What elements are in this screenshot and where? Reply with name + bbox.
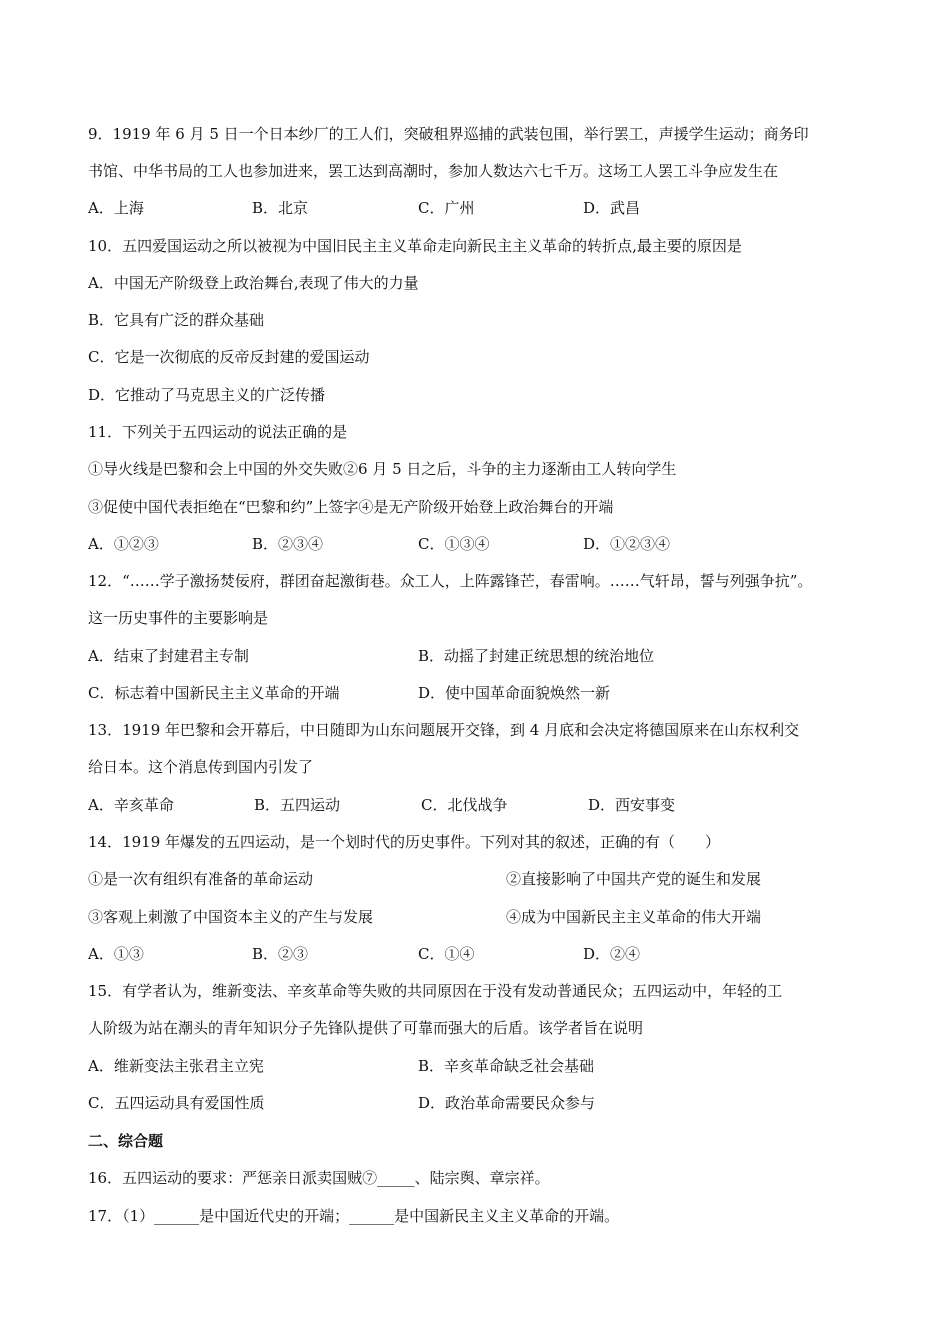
q11-stem: 11．下列关于五四运动的说法正确的是 bbox=[88, 423, 348, 441]
q14-option-a: A．①③ bbox=[88, 945, 144, 963]
q13-option-a: A．辛亥革命 bbox=[88, 796, 174, 814]
q14-statement-1: ①是一次有组织有准备的革命运动 bbox=[88, 870, 314, 888]
q15-option-d: D．政治革命需要民众参与 bbox=[418, 1094, 596, 1112]
q12-option-b: B．动摇了封建正统思想的统治地位 bbox=[418, 647, 655, 665]
q10-stem: 10．五四爱国运动之所以被视为中国旧民主主义革命走向新民主主义革命的转折点,最主要的原因是 bbox=[88, 237, 742, 255]
q14-statement-4: ④成为中国新民主主义革命的伟大开端 bbox=[506, 908, 762, 926]
section-heading: 二、综合题 bbox=[88, 1132, 164, 1150]
q11-statement-line-1: ①导火线是巴黎和会上中国的外交失败②6 月 5 日之后，斗争的主力逐渐由工人转向学生 bbox=[88, 460, 677, 478]
q11-option-a: A．①②③ bbox=[88, 535, 159, 553]
q17-text: 17．（1）______是中国近代史的开端；______是中国新民主义主义革命的开端。 bbox=[88, 1207, 620, 1225]
q14-stem: 14．1919 年爆发的五四运动，是一个划时代的历史事件。下列对其的叙述，正确的有（ ） bbox=[88, 833, 721, 851]
q9-option-b: B．北京 bbox=[252, 199, 309, 217]
q13-option-d: D．西安事变 bbox=[588, 796, 676, 814]
q14-option-c: C．①④ bbox=[418, 945, 475, 963]
q9-option-a: A．上海 bbox=[88, 199, 144, 217]
q10-option-d: D．它推动了马克思主义的广泛传播 bbox=[88, 386, 326, 404]
q14-option-d: D．②④ bbox=[583, 945, 641, 963]
q12-stem-line-1: 12．“……学子激扬焚佞府，群团奋起激街巷。众工人，上阵露锋芒，春雷响。……气轩昂，誓与列强争抗”。 bbox=[88, 572, 813, 590]
q15-option-c: C．五四运动具有爱国性质 bbox=[88, 1094, 265, 1112]
q11-option-d: D．①②③④ bbox=[583, 535, 671, 553]
q12-option-d: D．使中国革命面貌焕然一新 bbox=[418, 684, 611, 702]
q15-option-b: B．辛亥革命缺乏社会基础 bbox=[418, 1057, 595, 1075]
q14-statement-2: ②直接影响了中国共产党的诞生和发展 bbox=[506, 870, 762, 888]
q9-stem-line-2: 书馆、中华书局的工人也参加进来，罢工达到高潮时，参加人数达六七千万。这场工人罢工斗争应发生在 bbox=[88, 162, 779, 180]
q14-statement-3: ③客观上刺激了中国资本主义的产生与发展 bbox=[88, 908, 374, 926]
q12-option-a: A．结束了封建君主专制 bbox=[88, 647, 249, 665]
q11-option-b: B．②③④ bbox=[252, 535, 324, 553]
q14-option-b: B．②③ bbox=[252, 945, 309, 963]
q16-text: 16．五四运动的要求：严惩亲日派卖国贼⑦_____、陆宗舆、章宗祥。 bbox=[88, 1169, 550, 1187]
q15-option-a: A．维新变法主张君主立宪 bbox=[88, 1057, 264, 1075]
q10-option-b: B．它具有广泛的群众基础 bbox=[88, 311, 265, 329]
q15-stem-line-2: 人阶级为站在潮头的青年知识分子先锋队提供了可靠而强大的后盾。该学者旨在说明 bbox=[88, 1019, 644, 1037]
q11-statement-line-2: ③促使中国代表拒绝在“巴黎和约”上签字④是无产阶级开始登上政治舞台的开端 bbox=[88, 498, 614, 516]
q13-option-b: B．五四运动 bbox=[254, 796, 341, 814]
q13-option-c: C．北伐战争 bbox=[421, 796, 508, 814]
q9-stem-line-1: 9．1919 年 6 月 5 日一个日本纱厂的工人们，突破租界巡捕的武装包围，举行罢工，声援学生运动；商务印 bbox=[88, 125, 809, 143]
q15-stem-line-1: 15．有学者认为，维新变法、辛亥革命等失败的共同原因在于没有发动普通民众；五四运动中，年轻的工 bbox=[88, 982, 783, 1000]
q13-stem-line-2: 给日本。这个消息传到国内引发了 bbox=[88, 758, 314, 776]
q10-option-a: A．中国无产阶级登上政治舞台,表现了伟大的力量 bbox=[88, 274, 419, 292]
q11-option-c: C．①③④ bbox=[418, 535, 490, 553]
q10-option-c: C．它是一次彻底的反帝反封建的爱国运动 bbox=[88, 348, 370, 366]
q13-stem-line-1: 13．1919 年巴黎和会开幕后，中日随即为山东问题展开交锋，到 4 月底和会决定将德国原来在山东权利交 bbox=[88, 721, 800, 739]
q12-stem-line-2: 这一历史事件的主要影响是 bbox=[88, 609, 269, 627]
q9-option-d: D．武昌 bbox=[583, 199, 641, 217]
q12-option-c: C．标志着中国新民主主义革命的开端 bbox=[88, 684, 340, 702]
q9-option-c: C．广州 bbox=[418, 199, 475, 217]
